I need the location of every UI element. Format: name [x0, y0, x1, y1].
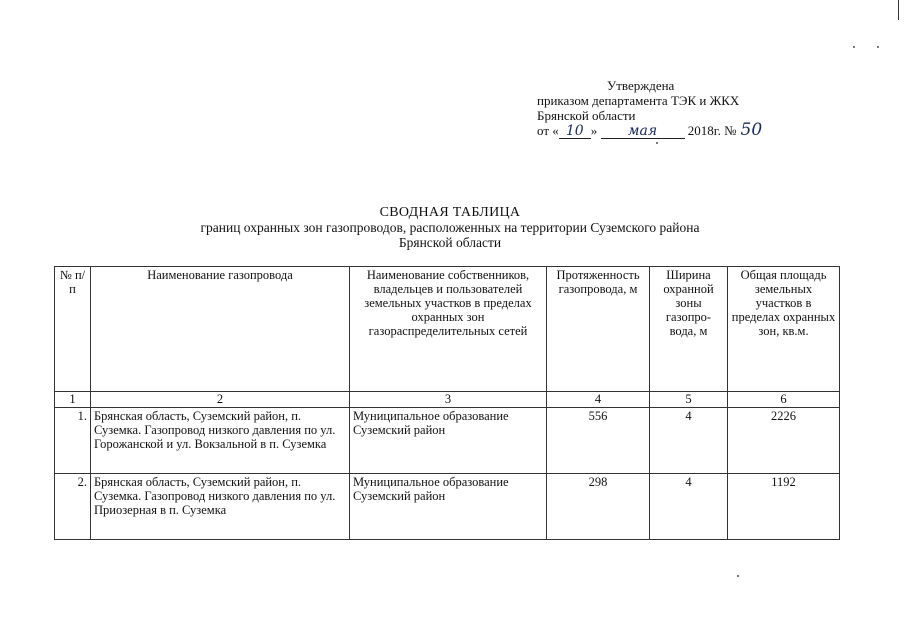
row-area: 1192	[728, 474, 840, 540]
row-index: 1.	[55, 408, 91, 474]
document-subtitle-line2: Брянской области	[398, 235, 502, 250]
row-pipeline-name: Брянская область, Суземский район, п. Суземка. Газопровод низкого давления по ул. Горожанской и ул. Вокзальной в п. Суземка	[91, 408, 350, 474]
date-prefix: от «	[537, 123, 559, 138]
approval-order-line: приказом департамента ТЭК и ЖКХ	[537, 93, 740, 108]
date-month-field	[601, 124, 685, 139]
row-index: 2.	[55, 474, 91, 540]
table-header-row	[55, 267, 840, 392]
date-year: 2018г.	[687, 123, 721, 138]
row-owner: Муниципальное образование Суземский район	[350, 474, 547, 540]
table-row	[55, 408, 840, 474]
header-zone-width: Ширина охранной зоны газопро-вода, м	[650, 267, 728, 392]
approval-heading: Утверждена	[607, 78, 675, 93]
header-total-area: Общая площадь земельных участков в пределах охранных зон, кв.м.	[728, 267, 840, 392]
column-number: 4	[547, 392, 650, 408]
column-number: 2	[91, 392, 350, 408]
column-number: 1	[55, 392, 91, 408]
header-length: Протяженность газопровода, м	[547, 267, 650, 392]
number-label: №	[724, 123, 737, 138]
date-month-handwritten: мая	[627, 123, 658, 139]
row-pipeline-name: Брянская область, Суземский район, п. Суземка. Газопровод низкого давления по ул. Приозерная в п. Суземка	[91, 474, 350, 540]
approval-date-line	[537, 120, 837, 140]
date-day-handwritten: 10	[565, 123, 584, 139]
document-subtitle-line1: границ охранных зон газопроводов, расположенных на территории Суземского района	[200, 220, 700, 235]
document-heading	[150, 205, 750, 250]
column-number: 3	[350, 392, 547, 408]
header-index: № п/п	[55, 267, 91, 392]
scan-speck	[853, 46, 855, 48]
scan-speck	[737, 575, 739, 577]
row-zone-width: 4	[650, 408, 728, 474]
document-title: СВОДНАЯ ТАБЛИЦА	[379, 205, 521, 220]
scan-speck	[656, 142, 658, 144]
row-owner: Муниципальное образование Суземский район	[350, 408, 547, 474]
header-owners: Наименование собственников, владельцев и пользователей земельных участков в пределах охранных зон газораспределительных сетей	[350, 267, 547, 392]
header-pipeline-name: Наименование газопровода	[91, 267, 350, 392]
date-day-field	[559, 124, 591, 139]
gas-pipeline-table	[54, 266, 840, 540]
row-zone-width: 4	[650, 474, 728, 540]
approval-region-line: Брянской области	[537, 108, 636, 123]
date-mid: »	[590, 123, 598, 138]
scan-edge-mark	[898, 0, 899, 20]
column-number: 6	[728, 392, 840, 408]
order-number-handwritten: 50	[740, 120, 763, 140]
row-length: 556	[547, 408, 650, 474]
column-number: 5	[650, 392, 728, 408]
column-number-row	[55, 392, 840, 408]
row-length: 298	[547, 474, 650, 540]
scan-speck	[877, 46, 879, 48]
row-area: 2226	[728, 408, 840, 474]
table-row	[55, 474, 840, 540]
approval-block	[537, 78, 837, 139]
